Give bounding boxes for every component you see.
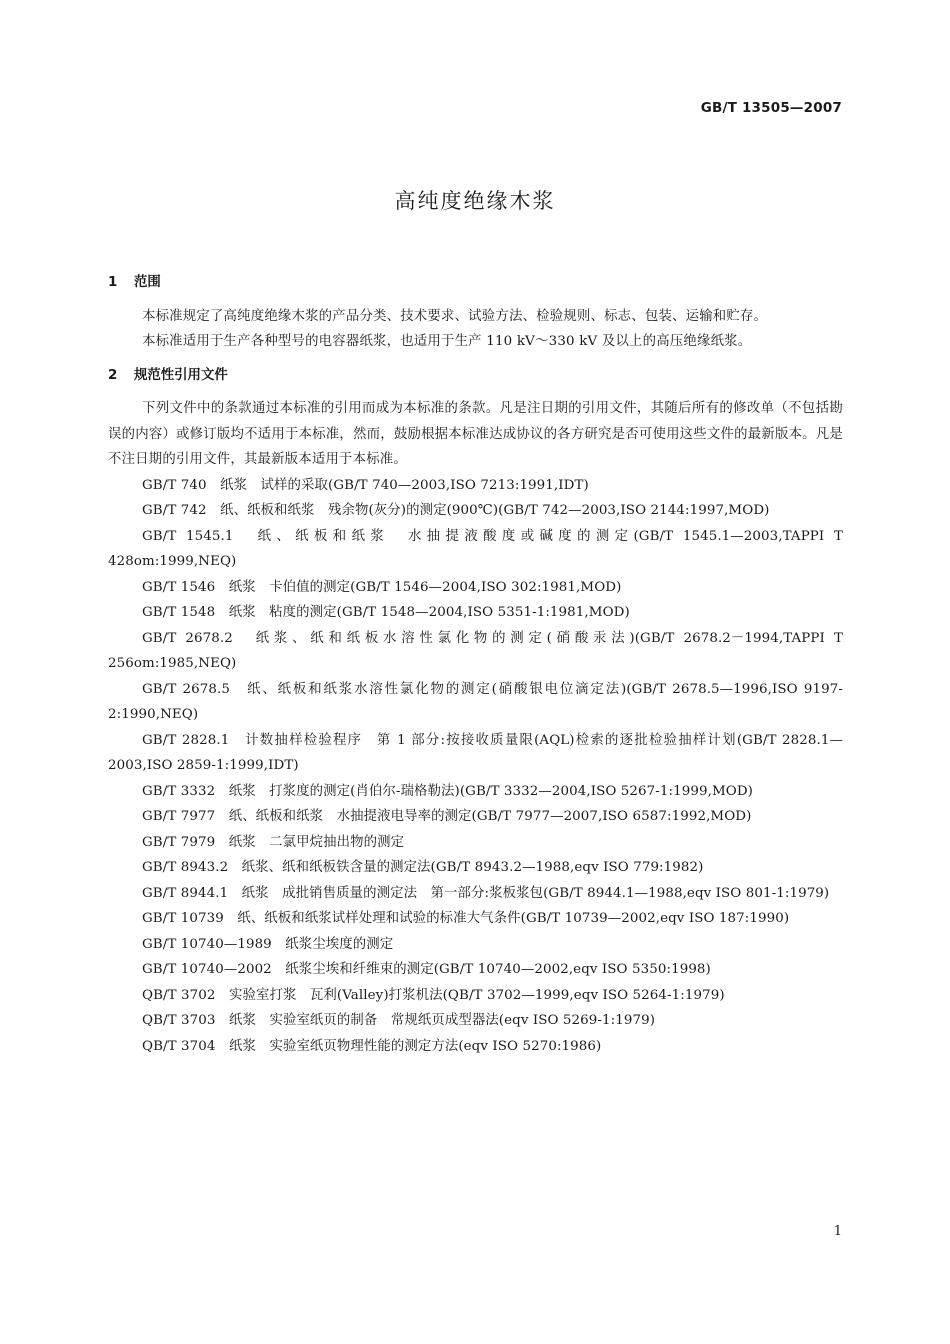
reference-item: GB/T 7979 纸浆 二氯甲烷抽出物的测定 — [142, 834, 405, 850]
reference-item: GB/T 10740—1989 纸浆尘埃度的测定 — [142, 936, 394, 952]
reference-item: GB/T 10740—2002 纸浆尘埃和纤维束的测定(GB/T 10740—2002,eqv ISO 5350:1998) — [142, 962, 711, 977]
scope-paragraph: 本标准规定了高纯度绝缘木浆的产品分类、技术要求、试验方法、检验规则、标志、包装、运输和贮存。 — [142, 308, 768, 324]
reference-item: GB/T 8944.1 纸浆 成批销售质量的测定法 第一部分:浆板浆包(GB/T 8944.1—1988,eqv ISO 801-1:1979) — [142, 885, 830, 901]
reference-item: QB/T 3702 实验室打浆 瓦利(Valley)打浆机法(QB/T 3702—1999,eqv ISO 5264-1:1979) — [142, 987, 725, 1003]
section-2-title: 规范性引用文件 — [134, 367, 228, 383]
section-1-title: 范围 — [134, 275, 161, 290]
reference-item: GB/T 1546 纸浆 卡伯值的测定(GB/T 1546—2004,ISO 302:1981,MOD) — [142, 579, 622, 595]
scope-paragraph: 本标准适用于生产各种型号的电容器纸浆，也适用于生产 110 kV～330 kV 及以上的高压绝缘纸浆。 — [142, 334, 752, 349]
reference-item: QB/T 3703 纸浆 实验室纸页的制备 常规纸页成型器法(eqv ISO 5269-1:1979) — [142, 1013, 656, 1028]
standard-code: GB/T 13505—2007 — [700, 100, 842, 116]
references-intro: 下列文件中的条款通过本标准的引用而成为本标准的条款。凡是注日期的引用文件，其随后所有的修改单（不包括勘误的内容）或修订版均不适用于本标准，然而，鼓励根据本标准达成协议的各方研究是否可使用这些文件的最新版本。凡是不注日期的引用文件，其最新版本适用于本标准。 — [108, 401, 843, 467]
reference-item: GB/T 1545.1 纸、纸板和纸浆 水抽提液酸度或碱度的测定(GB/T 1545.1—2003,TAPPI T 428om:1999,NEQ) — [108, 528, 843, 569]
reference-item: GB/T 2678.5 纸、纸板和纸浆水溶性氯化物的测定(硝酸银电位滴定法)(GB/T 2678.5—1996,ISO 9197-2:1990,NEQ) — [108, 681, 843, 722]
reference-item: GB/T 2678.2 纸浆、纸和纸板水溶性氯化物的测定(硝酸汞法)(GB/T 2678.2－1994,TAPPI T 256om:1985,NEQ) — [108, 630, 843, 671]
reference-item: GB/T 740 纸浆 试样的采取(GB/T 740—2003,ISO 7213:1991,IDT) — [142, 477, 589, 493]
reference-item: GB/T 8943.2 纸浆、纸和纸板铁含量的测定法(GB/T 8943.2—1988,eqv ISO 779:1982) — [142, 860, 704, 875]
page-number: 1 — [833, 1224, 842, 1239]
reference-item: GB/T 742 纸、纸板和纸浆 残余物(灰分)的测定(900℃)(GB/T 742—2003,ISO 2144:1997,MOD) — [142, 503, 770, 518]
section-2-number: 2 — [108, 367, 118, 383]
section-2-heading — [108, 363, 843, 389]
reference-item: GB/T 2828.1 计数抽样检验程序 第 1 部分:按接收质量限(AQL)检索的逐批检验抽样计划(GB/T 2828.1—2003,ISO 2859-1:1999,IDT) — [108, 732, 843, 773]
reference-item: GB/T 7977 纸、纸板和纸浆 水抽提液电导率的测定(GB/T 7977—2007,ISO 6587:1992,MOD) — [142, 809, 752, 824]
document-body — [108, 270, 843, 1059]
reference-item: GB/T 10739 纸、纸板和纸浆试样处理和试验的标准大气条件(GB/T 10739—2002,eqv ISO 187:1990) — [142, 911, 790, 926]
reference-item: GB/T 3332 纸浆 打浆度的测定(肖伯尔-瑞格勒法)(GB/T 3332—2004,ISO 5267-1:1999,MOD) — [142, 783, 754, 799]
document-title: 高纯度绝缘木浆 — [394, 189, 556, 213]
reference-item: GB/T 1548 纸浆 粘度的测定(GB/T 1548—2004,ISO 5351-1:1981,MOD) — [142, 605, 630, 620]
section-1-number: 1 — [108, 275, 118, 290]
reference-item: QB/T 3704 纸浆 实验室纸页物理性能的测定方法(eqv ISO 5270:1986) — [142, 1038, 602, 1054]
section-1-heading — [108, 270, 843, 296]
